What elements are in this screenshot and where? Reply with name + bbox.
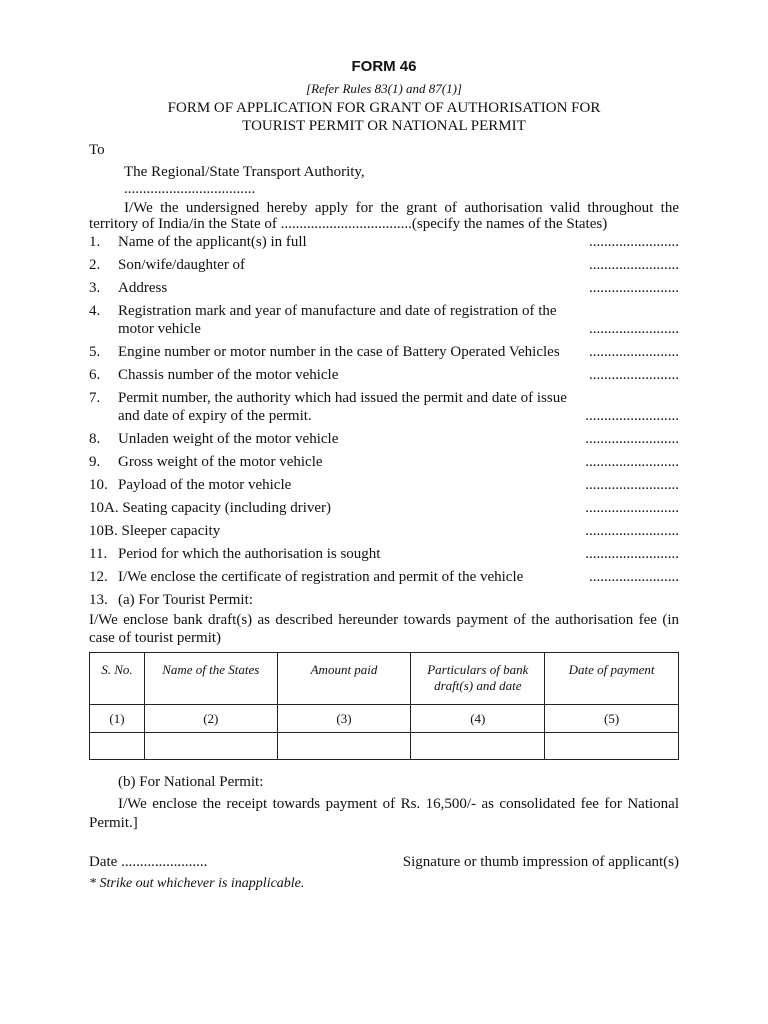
item-label: Seating capacity (including driver) (122, 500, 332, 516)
table-header-row (90, 653, 679, 705)
item-number: 8. (89, 431, 101, 447)
header-cell-date: Date of payment (545, 653, 679, 705)
item-number: 9. (89, 454, 101, 470)
blank-cell (545, 733, 679, 760)
index-cell: (2) (144, 705, 277, 733)
item-number: 5. (89, 344, 101, 360)
item-blank: ......................... (585, 500, 679, 516)
national-permit-heading: (b) For National Permit: (118, 774, 264, 790)
header-cell-particulars: Particulars of bank draft(s) and date (411, 653, 545, 705)
table-row (90, 733, 679, 760)
form-items (89, 233, 679, 609)
form-item (89, 233, 679, 251)
index-cell: (1) (90, 705, 145, 733)
item-label: Son/wife/daughter of (118, 257, 246, 273)
bank-draft-table (89, 652, 679, 760)
item-number: 11. (89, 546, 108, 562)
item-number: 10. (89, 477, 108, 493)
header-cell-states: Name of the States (144, 653, 277, 705)
item-blank: ......................... (585, 408, 679, 424)
item-label: (a) For Tourist Permit: (118, 592, 253, 608)
item-label: Unladen weight of the motor vehicle (118, 431, 339, 447)
blank-cell (411, 733, 545, 760)
item-number: 6. (89, 367, 101, 383)
item-label: I/We enclose the certificate of registration and permit of the vehicle (118, 569, 524, 585)
item-number: 2. (89, 257, 101, 273)
form-item (89, 453, 679, 471)
item-label: Engine number or motor number in the case of Battery Operated Vehicles (118, 344, 560, 360)
header-cell-sno: S. No. (90, 653, 145, 705)
item-blank: ......................... (585, 431, 679, 447)
header-cell-amount: Amount paid (277, 653, 411, 705)
index-cell: (3) (277, 705, 411, 733)
addressee-authority: The Regional/State Transport Authority, (124, 164, 365, 180)
item-label: Payload of the motor vehicle (118, 477, 292, 493)
bank-draft-paragraph: I/We enclose bank draft(s) as described hereunder towards payment of the authorisation fee (in case of tourist permit) (89, 612, 679, 646)
item-label: Sleeper capacity (121, 523, 221, 539)
addressee-to: To (89, 142, 105, 158)
form-title-line-2: TOURIST PERMIT OR NATIONAL PERMIT (242, 118, 526, 134)
index-cell: (4) (411, 705, 545, 733)
item-label: Gross weight of the motor vehicle (118, 454, 323, 470)
item-blank: ........................ (589, 321, 679, 337)
item-blank: ........................ (589, 569, 679, 585)
item-number: 1. (89, 234, 101, 250)
footnote: * Strike out whichever is inapplicable. (89, 876, 305, 891)
item-blank: ........................ (589, 367, 679, 383)
item-label: Permit number, the authority which had issued the permit and date of issue and date of expiry of the permit. (118, 390, 567, 424)
form-item (89, 522, 679, 540)
item-blank: ........................ (589, 344, 679, 360)
blank-cell (144, 733, 277, 760)
item-label: Registration mark and year of manufacture and date of registration of the motor vehicle (118, 303, 557, 337)
form-item (89, 366, 679, 384)
receipt-paragraph: I/We enclose the receipt towards payment of Rs. 16,500/- as consolidated fee for National Permit.] (89, 796, 679, 831)
form-item (89, 545, 679, 563)
item-label: Name of the applicant(s) in full (118, 234, 307, 250)
form-item (89, 591, 679, 609)
item-blank: ......................... (585, 454, 679, 470)
item-number: 13. (89, 592, 108, 608)
form-item (89, 476, 679, 494)
blank-cell (90, 733, 145, 760)
item-number: 3. (89, 280, 101, 296)
item-label: Chassis number of the motor vehicle (118, 367, 339, 383)
authority-blank: ................................... (124, 181, 256, 197)
item-number: 7. (89, 390, 101, 406)
form-item (89, 256, 679, 274)
item-number: 10A. (89, 500, 119, 516)
item-blank: ......................... (585, 477, 679, 493)
item-blank: ......................... (585, 546, 679, 562)
item-number: 4. (89, 303, 101, 319)
form-item (89, 389, 679, 425)
signature-label: Signature or thumb impression of applicant(s) (402, 854, 679, 870)
form-item (89, 499, 679, 517)
form-item (89, 279, 679, 297)
form-title-line-1: FORM OF APPLICATION FOR GRANT OF AUTHORISATION FOR (167, 100, 601, 116)
item-blank: ......................... (585, 523, 679, 539)
table-index-row (90, 705, 679, 733)
item-blank: ........................ (589, 280, 679, 296)
blank-cell (277, 733, 411, 760)
date-field: Date ....................... (89, 854, 208, 870)
item-number: 10B. (89, 523, 118, 539)
form-item (89, 430, 679, 448)
form-number: FORM 46 (351, 58, 417, 75)
form-item (89, 302, 679, 338)
item-label: Period for which the authorisation is sought (118, 546, 381, 562)
application-intro: I/We the undersigned hereby apply for the grant of authorisation valid throughout the territory of India/in the State of ...................................(specify the names of the States) (89, 200, 679, 232)
rule-reference: [Refer Rules 83(1) and 87(1)] (306, 81, 462, 96)
form-item (89, 568, 679, 586)
item-number: 12. (89, 569, 108, 585)
item-label: Address (118, 280, 168, 296)
index-cell: (5) (545, 705, 679, 733)
item-blank: ........................ (589, 257, 679, 273)
signature-row (89, 853, 679, 871)
form-page (89, 58, 679, 893)
form-item (89, 343, 679, 361)
item-blank: ........................ (589, 234, 679, 250)
